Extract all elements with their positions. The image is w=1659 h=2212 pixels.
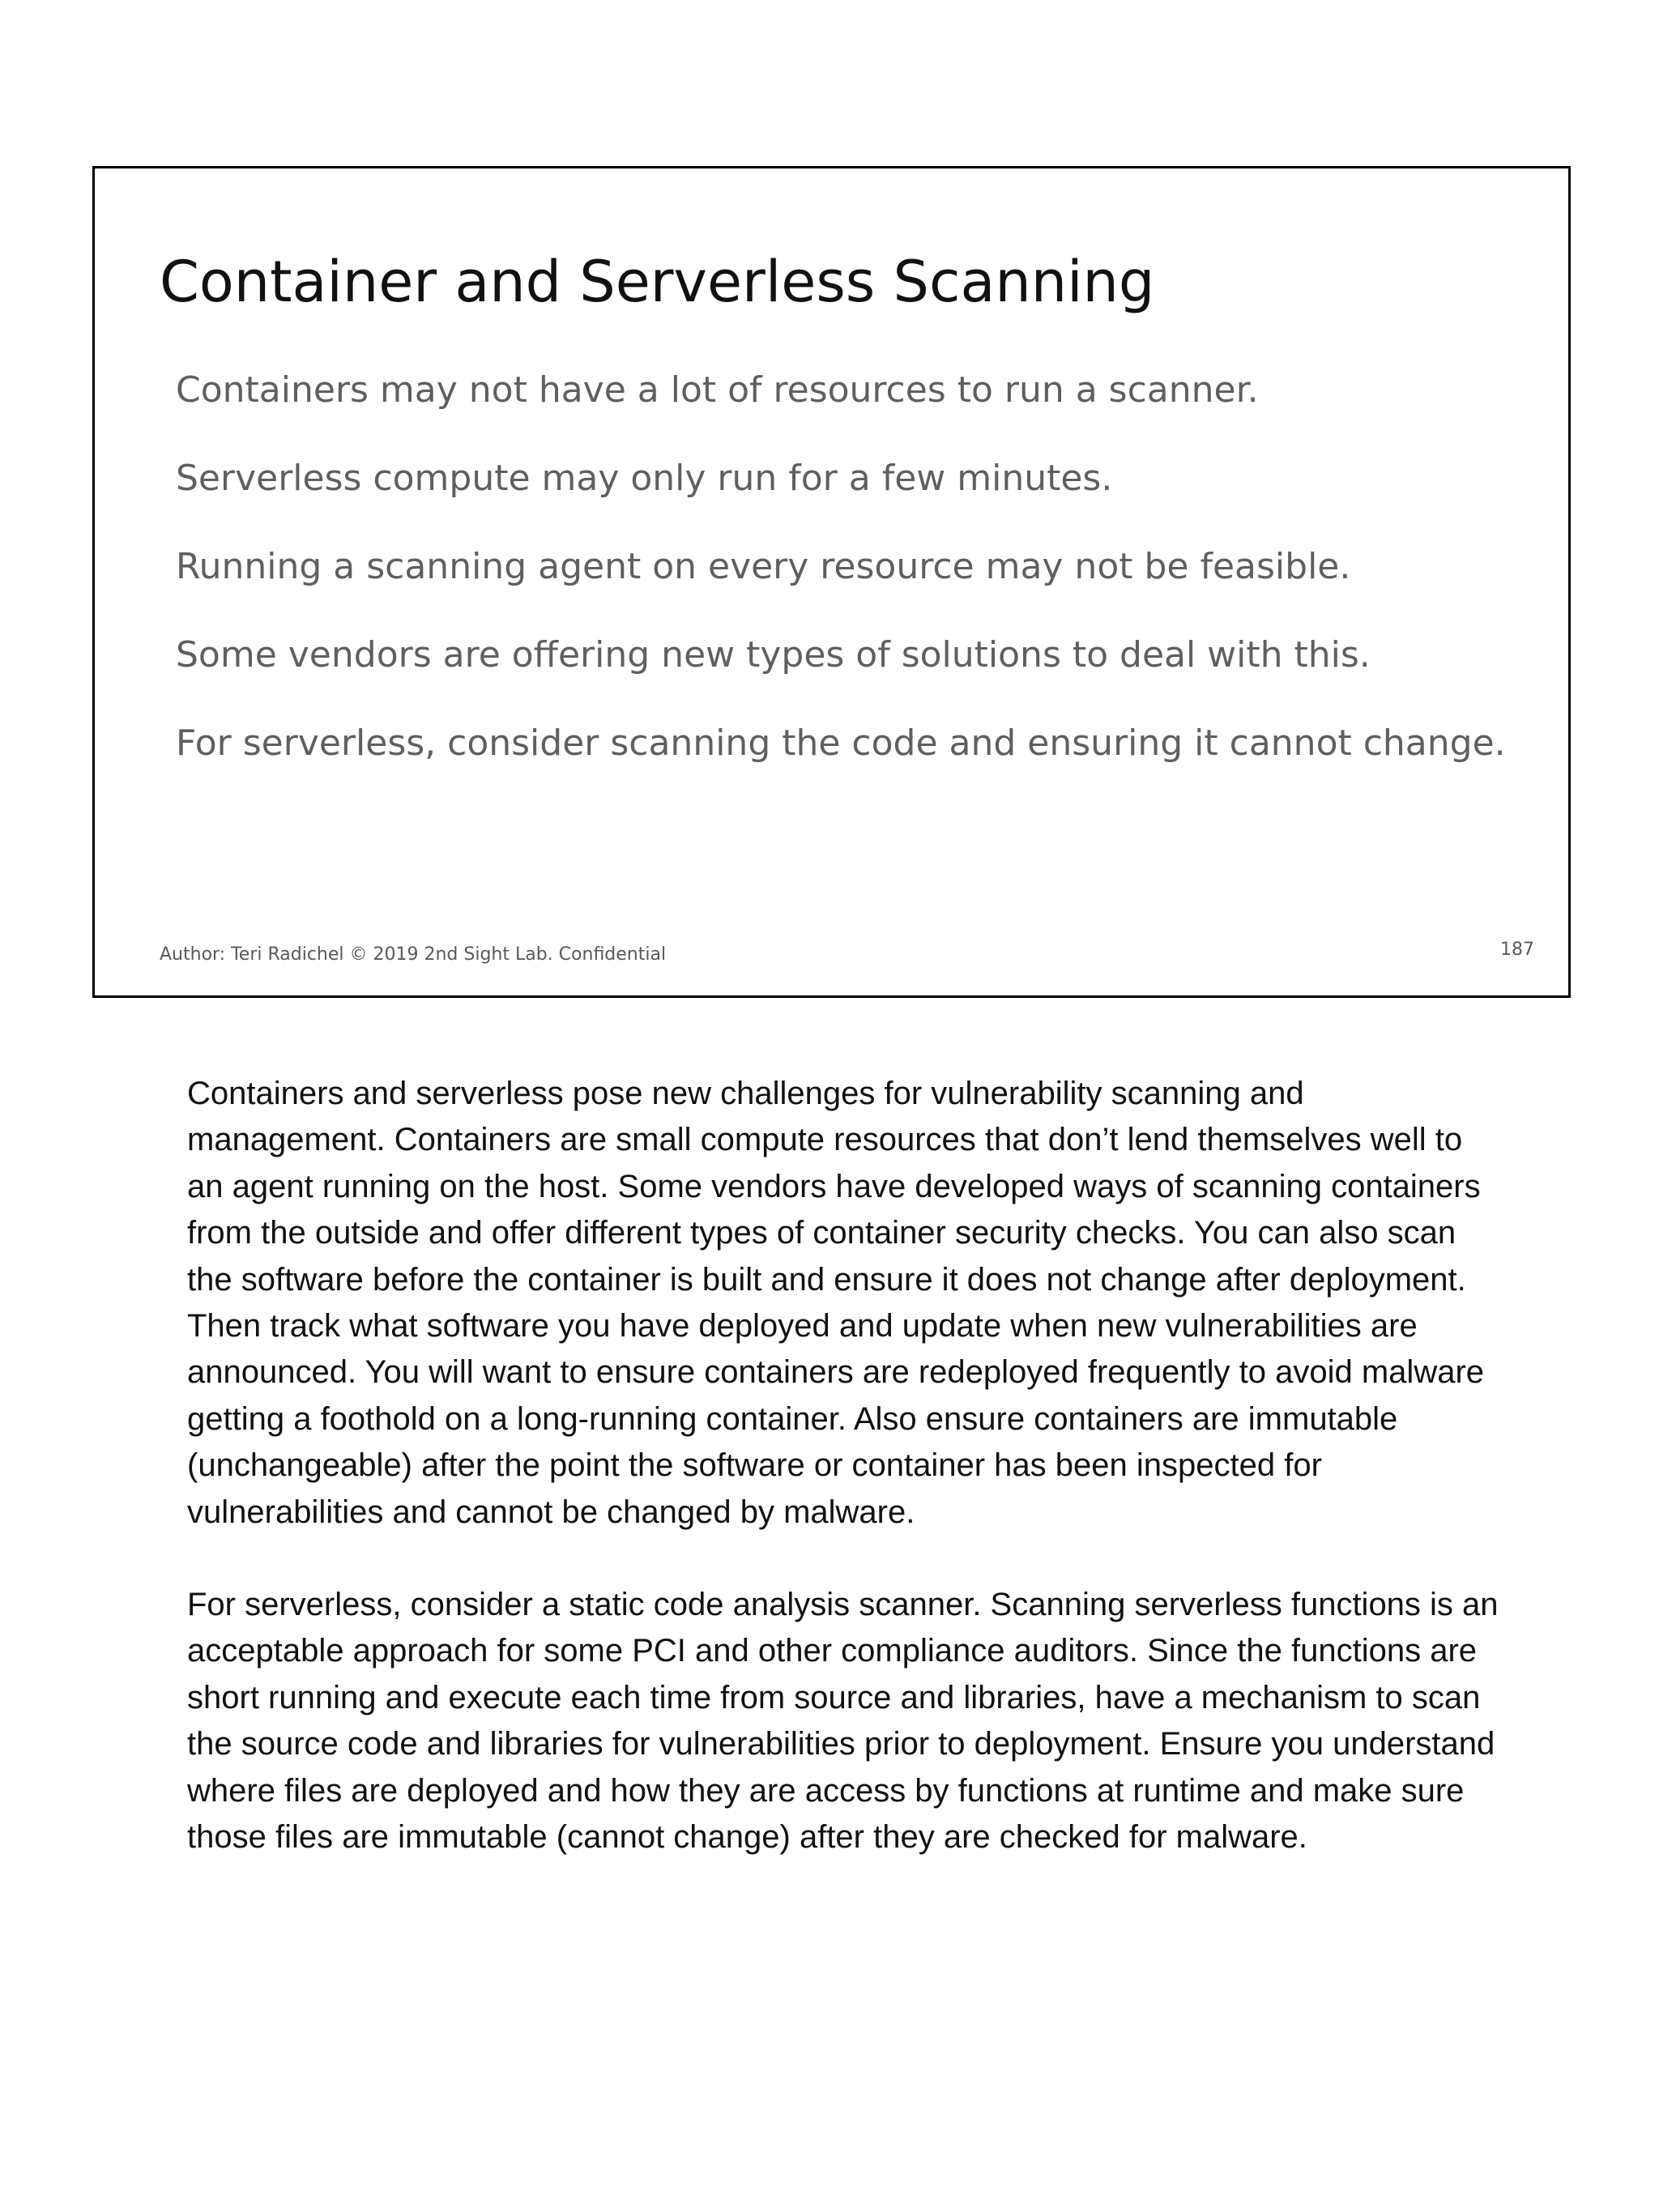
slide-bullet: Serverless compute may only run for a few minutes. xyxy=(176,458,1113,499)
slide-bullet: For serverless, consider scanning the code and ensuring it cannot change. xyxy=(176,722,1506,764)
notes-paragraph: For serverless, consider a static code analysis scanner. Scanning serverless functions is an acceptable approach for some PCI and other compliance auditors. Since the functions are short running and execute each time from source and libraries, have a mechanism to scan the source code and libraries for vulnerabilities prior to deployment. Ensure you understand where files are deployed and how they are access by functions at runtime and make sure those files are immutable (cannot change) after they are checked for malware. xyxy=(187,1587,1499,1856)
notes-paragraph: Containers and serverless pose new challenges for vulnerability scanning and management. Containers are small compute resources that don’t lend themselves well to an agent running on the host. Some vendors have developed ways of scanning containers from the outside and offer different types of container security checks. You can also scan the software before the container is built and ensure it does not change after deployment. Then track what software you have deployed and update when new vulnerabilities are announced. You will want to ensure containers are redeployed frequently to avoid malware getting a foothold on a long-running container. Also ensure containers are immutable (unchangeable) after the point the software or container has been inspected for vulnerabilities and cannot be changed by malware. xyxy=(187,1076,1485,1530)
slide-bullet-list xyxy=(176,366,1506,808)
slide-footer-author: Author: Teri Radichel © 2019 2nd Sight Lab. Confidential xyxy=(160,944,667,965)
slide-title: Container and Serverless Scanning xyxy=(160,249,1155,315)
slide-frame xyxy=(92,166,1571,998)
slide-bullet: Running a scanning agent on every resource may not be feasible. xyxy=(176,546,1351,587)
slide-bullet: Containers may not have a lot of resources to run a scanner. xyxy=(176,369,1259,411)
slide-page-number: 187 xyxy=(1500,940,1534,960)
speaker-notes xyxy=(187,1071,1499,1907)
slide-bullet: Some vendors are offering new types of solutions to deal with this. xyxy=(176,634,1371,676)
